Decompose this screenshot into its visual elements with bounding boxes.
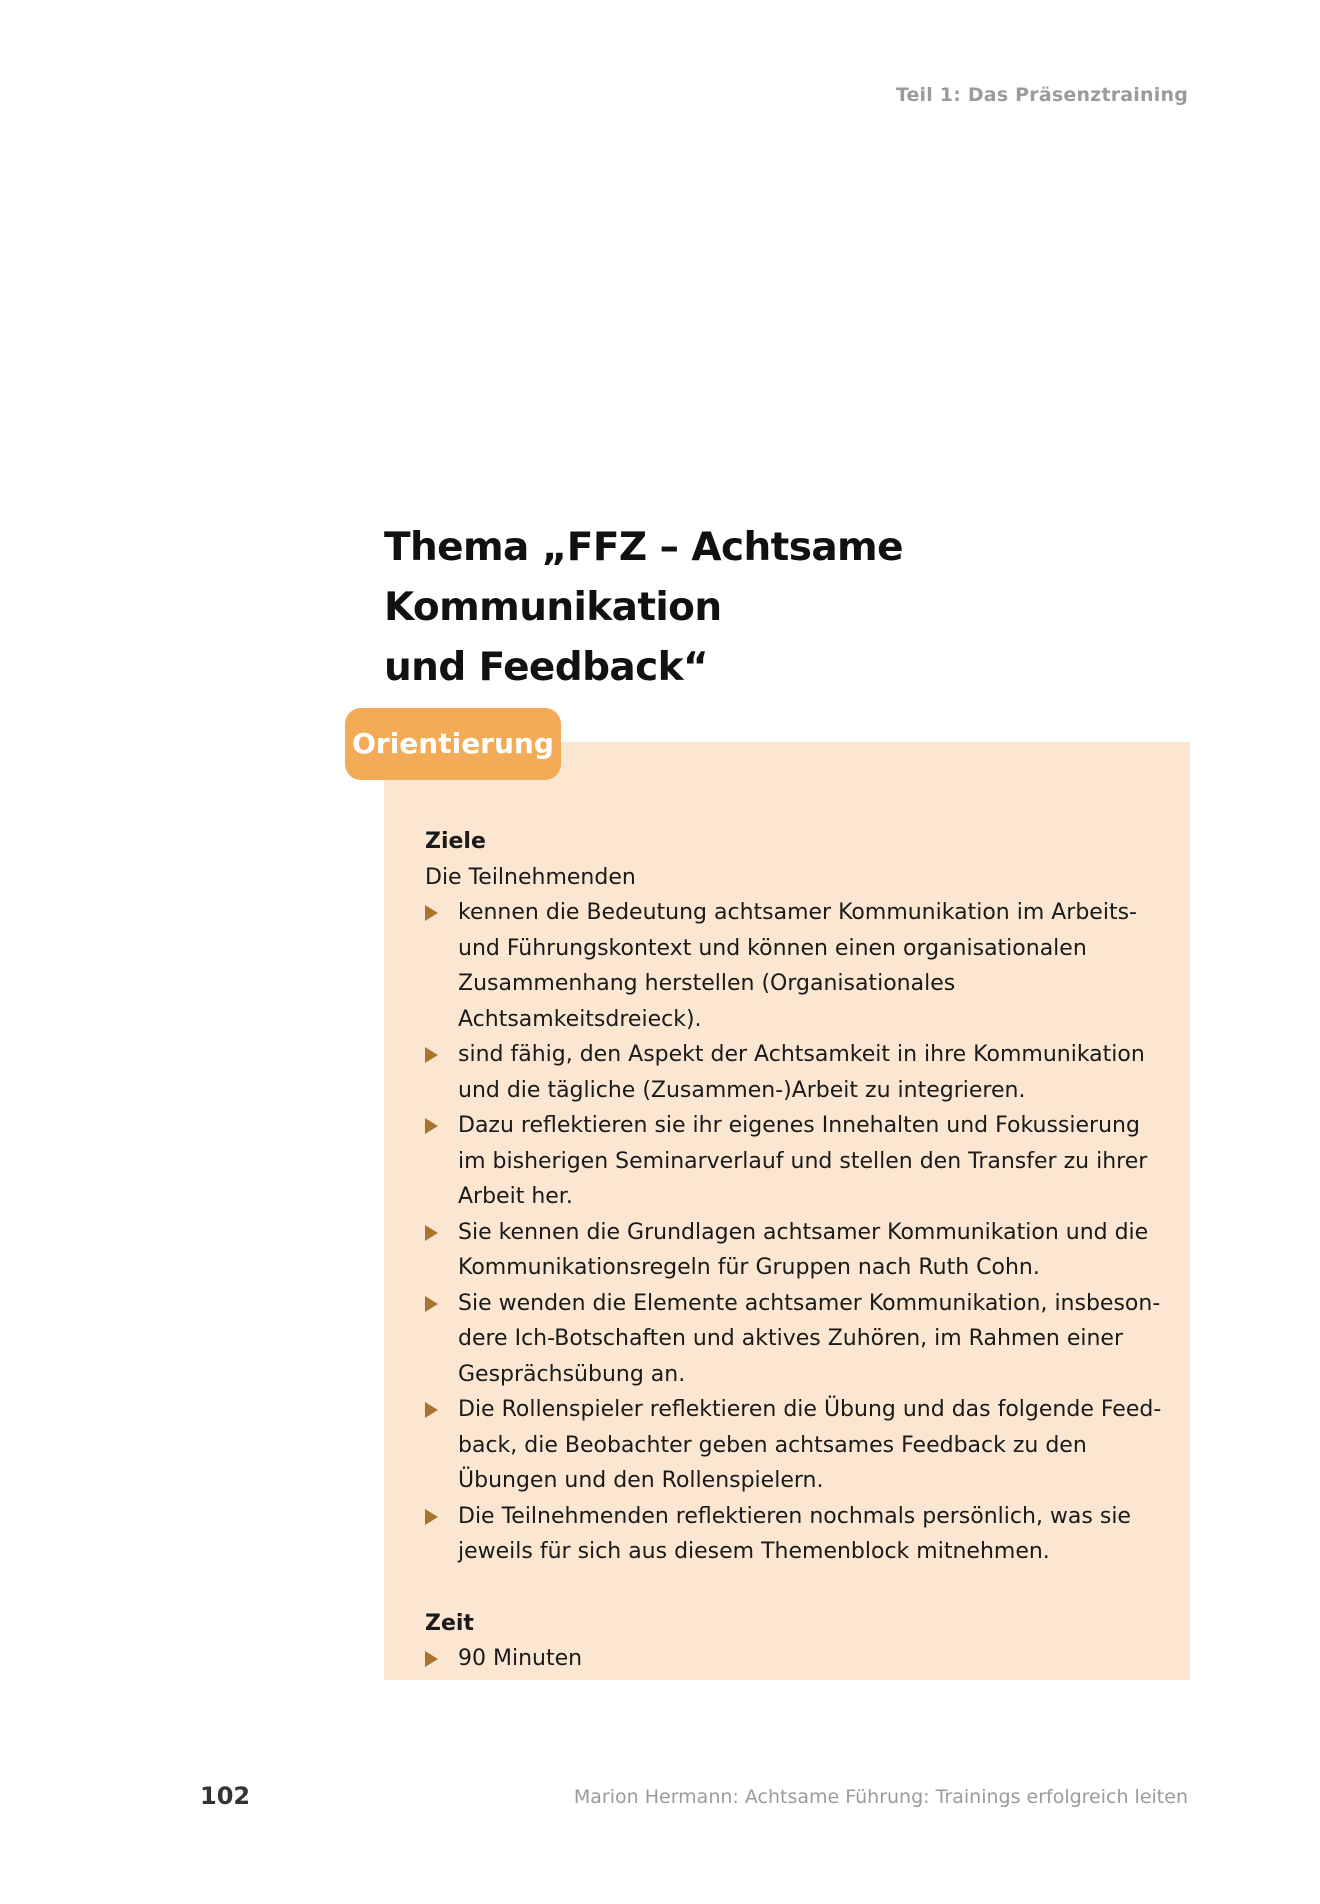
goal-item [425, 1215, 1165, 1286]
goal-text: Dazu reflektieren sie ihr eigenes Innehalten und Fokussierung im bisherigen Seminarverlauf und stellen den Transfer zu ihrer Arbeit her. [458, 1113, 1148, 1209]
page-title-line-2: und Feedback“ [384, 645, 709, 690]
triangle-right-icon [425, 1118, 438, 1134]
goal-item [425, 1286, 1165, 1393]
triangle-right-icon [425, 1651, 438, 1667]
orientation-content [425, 824, 1165, 1677]
section-spacer [425, 1570, 1165, 1606]
time-text: 90 Minuten [458, 1646, 583, 1671]
goal-text: kennen die Bedeutung achtsamer Kommunikation im Arbeits- und Führungskontext und können einen organisationalen Zusammenhang herstellen (Organisationales Achtsamkeitsdreieck). [458, 900, 1137, 1032]
page-title [384, 518, 1204, 698]
goal-item [425, 895, 1165, 1037]
page-title-line-1: Thema „FFZ – Achtsame Kommunikation [384, 525, 903, 630]
triangle-right-icon [425, 1047, 438, 1063]
goal-text: Die Teilnehmenden reflektieren nochmals persönlich, was sie jeweils für sich aus diesem Themenblock mitnehmen. [458, 1503, 1131, 1564]
triangle-right-icon [425, 905, 438, 921]
triangle-right-icon [425, 1225, 438, 1241]
goal-text: Die Rollenspieler reflektieren die Übung und das folgende Feedback, die Beobachter geben achtsames Feedback zu den Übungen und den Rollenspielern. [458, 1397, 1162, 1493]
goal-item [425, 1037, 1165, 1108]
triangle-right-icon [425, 1402, 438, 1418]
goal-text: sind fähig, den Aspekt der Achtsamkeit in ihre Kommunikation und die tägliche (Zusammen-)Arbeit zu integrieren. [458, 1042, 1145, 1103]
running-head: Teil 1: Das Präsenztraining [895, 84, 1188, 106]
goals-heading: Ziele [425, 829, 486, 854]
time-list [425, 1641, 1165, 1677]
goal-item [425, 1108, 1165, 1215]
goal-item [425, 1499, 1165, 1570]
footer-citation: Marion Hermann: Achtsame Führung: Trainings erfolgreich leiten [573, 1786, 1188, 1808]
goal-item [425, 1392, 1165, 1499]
time-heading: Zeit [425, 1610, 474, 1636]
goals-intro: Die Teilnehmenden [425, 864, 636, 890]
goal-text: Sie kennen die Grundlagen achtsamer Kommunikation und die Kommunikationsregeln für Gruppen nach Ruth Cohn. [458, 1219, 1149, 1280]
triangle-right-icon [425, 1296, 438, 1312]
triangle-right-icon [425, 1509, 438, 1525]
page-number: 102 [200, 1782, 251, 1810]
time-item [425, 1641, 1165, 1677]
goals-list [425, 895, 1165, 1570]
orientation-tab: Orientierung [345, 708, 561, 780]
goal-text: Sie wenden die Elemente achtsamer Kommunikation, insbesondere Ich-Botschaften und aktives Zuhören, im Rahmen einer Gesprächsübung an. [458, 1290, 1161, 1387]
